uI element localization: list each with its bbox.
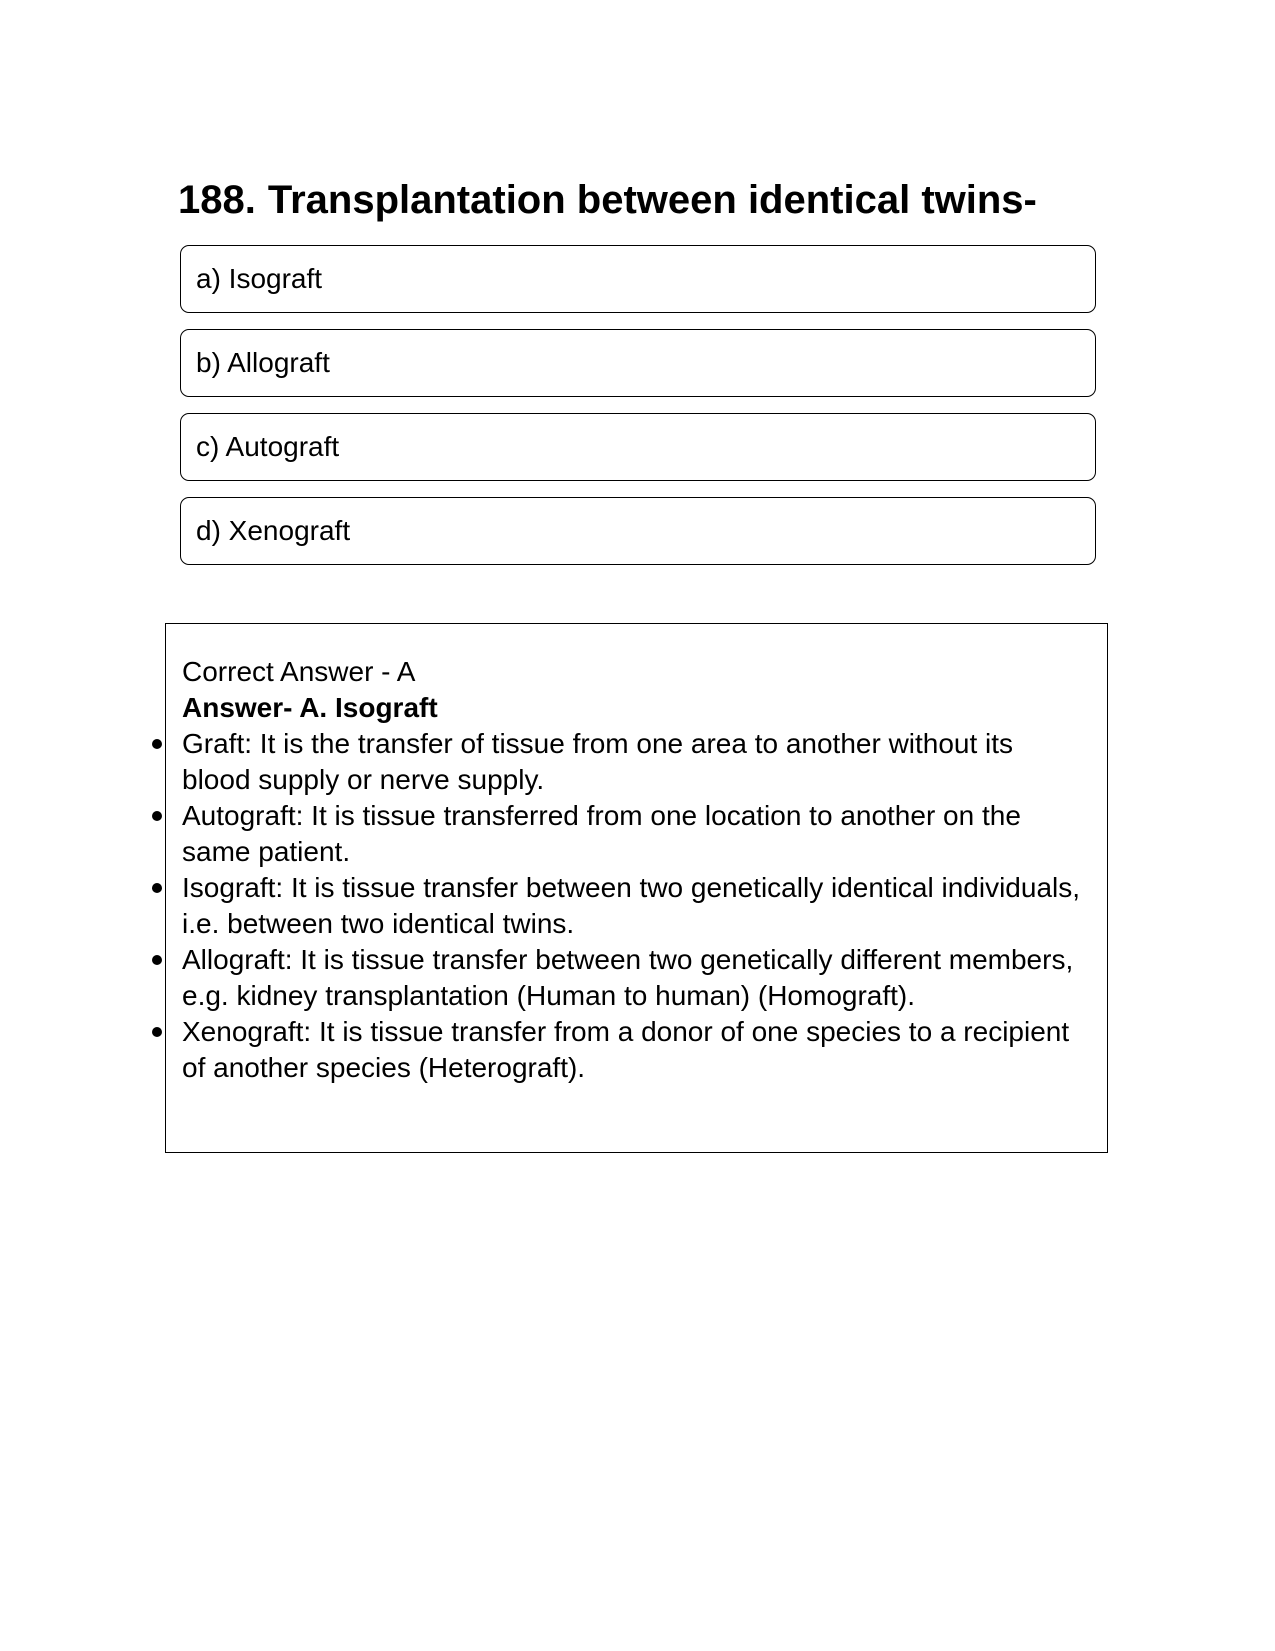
bullet-icon bbox=[152, 1027, 162, 1037]
correct-answer-line: Correct Answer - A bbox=[182, 656, 416, 687]
option-d[interactable]: d) Xenograft bbox=[180, 497, 1096, 565]
answer-content bbox=[182, 654, 1087, 1086]
explanation-item-autograft bbox=[182, 798, 1087, 870]
explanation-list bbox=[182, 726, 1087, 1086]
explanation-text: Isograft: It is tissue transfer between two genetically identical individuals, i.e. between two identical twins. bbox=[182, 872, 1081, 939]
question-text: Transplantation between identical twins- bbox=[267, 178, 1037, 222]
question-title bbox=[178, 176, 1037, 224]
explanation-text: Graft: It is the transfer of tissue from one area to another without its blood supply or nerve supply. bbox=[182, 728, 1014, 795]
answer-explanation-box bbox=[165, 623, 1108, 1153]
answer-heading: Answer- A. Isograft bbox=[182, 692, 438, 723]
explanation-item-isograft bbox=[182, 870, 1087, 942]
bullet-icon bbox=[152, 739, 162, 749]
explanation-item-xenograft bbox=[182, 1014, 1087, 1086]
explanation-text: Allograft: It is tissue transfer between two genetically different members, e.g. kidney transplantation (Human to human) (Homograft). bbox=[182, 944, 1074, 1011]
option-a[interactable]: a) Isograft bbox=[180, 245, 1096, 313]
explanation-item-graft bbox=[182, 726, 1087, 798]
explanation-item-allograft bbox=[182, 942, 1087, 1014]
question-number: 188. bbox=[178, 178, 256, 222]
explanation-text: Autograft: It is tissue transferred from one location to another on the same patient. bbox=[182, 800, 1021, 867]
bullet-icon bbox=[152, 811, 162, 821]
option-c[interactable]: c) Autograft bbox=[180, 413, 1096, 481]
option-b[interactable]: b) Allograft bbox=[180, 329, 1096, 397]
bullet-icon bbox=[152, 883, 162, 893]
explanation-text: Xenograft: It is tissue transfer from a donor of one species to a recipient of another species (Heterograft). bbox=[182, 1016, 1070, 1083]
options-list bbox=[180, 245, 1096, 581]
bullet-icon bbox=[152, 955, 162, 965]
